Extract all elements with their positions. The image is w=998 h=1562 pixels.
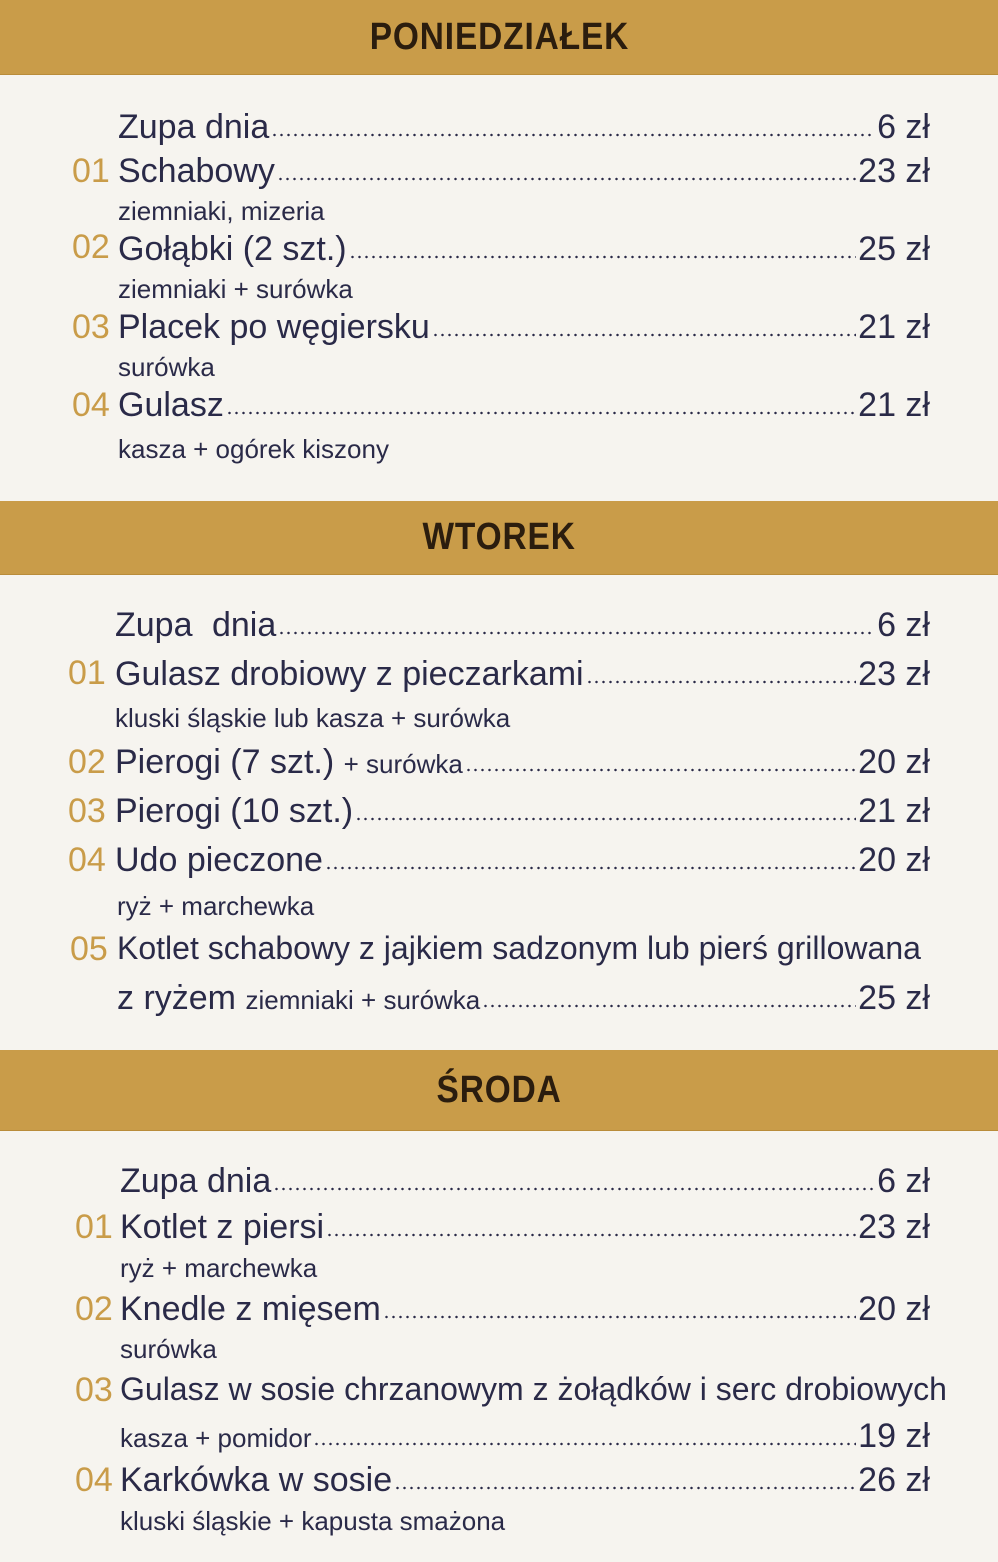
item-name [115,743,463,782]
item-name: Gulasz w sosie chrzanowym z żołądków i serc drobiowych [120,1371,947,1407]
menu-item-soup [120,1162,930,1201]
item-description: kluski śląskie lub kasza + surówka [115,703,511,733]
item-name: Gulasz drobiowy z pieczarkami [115,655,584,693]
item-description: kasza + ogórek kiszony [118,434,389,464]
item-price: 20 zł [858,743,930,781]
item-number: 04 [72,386,110,424]
item-description: ziemniaki + surówka [118,274,353,304]
dot-leader [586,680,857,684]
item-price: 20 zł [858,1290,930,1328]
item-number: 02 [72,228,110,266]
dot-leader [383,1315,856,1319]
item-price: 19 zł [858,1417,930,1455]
item-name: Schabowy [118,152,275,190]
item-description: ziemniaki, mizeria [118,196,325,226]
item-price: 25 zł [858,230,930,268]
item-name: Kotlet schabowy z jajkiem sadzonym lub pierś grillowana [117,930,921,966]
item-number: 05 [70,930,108,968]
day-header-tuesday [0,501,998,575]
dot-leader [313,1442,856,1446]
menu-item [120,1290,930,1329]
item-number: 01 [72,152,110,190]
item-name: Udo pieczone [115,841,323,879]
item-price: 6 zł [877,108,930,146]
item-name-line2: z ryżem [117,979,236,1017]
item-price: 25 zł [858,979,930,1017]
item-description: surówka [120,1334,217,1364]
item-price: 23 zł [858,152,930,190]
dot-leader [432,333,856,337]
day-title: ŚRODA [436,1068,562,1111]
item-name: Gulasz [118,386,224,424]
dot-leader [465,768,856,772]
day-header-monday [0,0,998,75]
item-name: Gołąbki (2 szt.) [118,230,347,268]
item-side: ziemniaki + surówka [245,985,481,1015]
item-price: 23 zł [858,1208,930,1246]
item-description: ryż + marchewka [117,891,315,921]
menu-item [120,1461,930,1500]
menu-item [118,386,930,425]
item-description: ryż + marchewka [120,1253,318,1283]
dot-leader [273,1187,875,1191]
item-name: Zupa dnia [120,1162,272,1200]
item-price: 6 zł [877,606,930,644]
item-number: 01 [75,1208,113,1246]
item-name: Zupa dnia [118,108,270,146]
menu-item [115,841,930,880]
item-number: 03 [68,792,106,830]
item-description: surówka [118,352,215,382]
dot-leader [278,631,875,635]
item-number: 01 [68,654,106,692]
item-number: 04 [68,841,106,879]
menu-item [118,308,930,347]
item-name: Pierogi (10 szt.) [115,792,354,830]
dot-leader [277,177,856,181]
item-price: 21 zł [858,386,930,424]
menu-item [115,743,930,782]
menu-item [115,655,930,694]
dot-leader [355,817,856,821]
dot-leader [482,1004,856,1008]
item-price: 21 zł [858,792,930,830]
item-name: Zupa dnia [115,606,277,644]
item-price: 21 zł [858,308,930,346]
item-side: + surówka [343,749,463,779]
item-number: 03 [72,308,110,346]
item-price: 23 zł [858,655,930,693]
day-title: WTOREK [422,516,576,558]
item-name-cont [120,1417,311,1456]
menu-item [120,1208,930,1247]
item-number: 02 [75,1290,113,1328]
day-title: PONIEDZIAŁEK [369,15,629,58]
menu-item [118,230,930,269]
item-name: Placek po węgiersku [118,308,430,346]
item-name: Kotlet z piersi [120,1208,325,1246]
dot-leader [326,1233,856,1237]
item-name-main: Pierogi (7 szt.) [115,743,335,781]
menu-item [120,1417,930,1456]
menu-item [118,152,930,191]
dot-leader [271,133,875,137]
item-price: 6 zł [877,1162,930,1200]
menu-item [115,792,930,831]
item-number: 02 [68,743,106,781]
item-name: Knedle z mięsem [120,1290,381,1328]
dot-leader [325,866,856,870]
dot-leader [349,255,857,259]
item-name-cont [117,979,480,1018]
item-number: 03 [75,1371,113,1409]
item-price: 26 zł [858,1461,930,1499]
item-side: kasza + pomidor [120,1423,312,1453]
item-description: kluski śląskie + kapusta smażona [120,1506,506,1536]
dot-leader [226,411,856,415]
menu-item-soup [115,606,930,645]
item-name: Karkówka w sosie [120,1461,393,1499]
menu-item-soup [118,108,930,147]
day-header-wednesday [0,1050,998,1131]
item-number: 04 [75,1461,113,1499]
item-price: 20 zł [858,841,930,879]
dot-leader [394,1486,856,1490]
menu-item [117,979,930,1018]
